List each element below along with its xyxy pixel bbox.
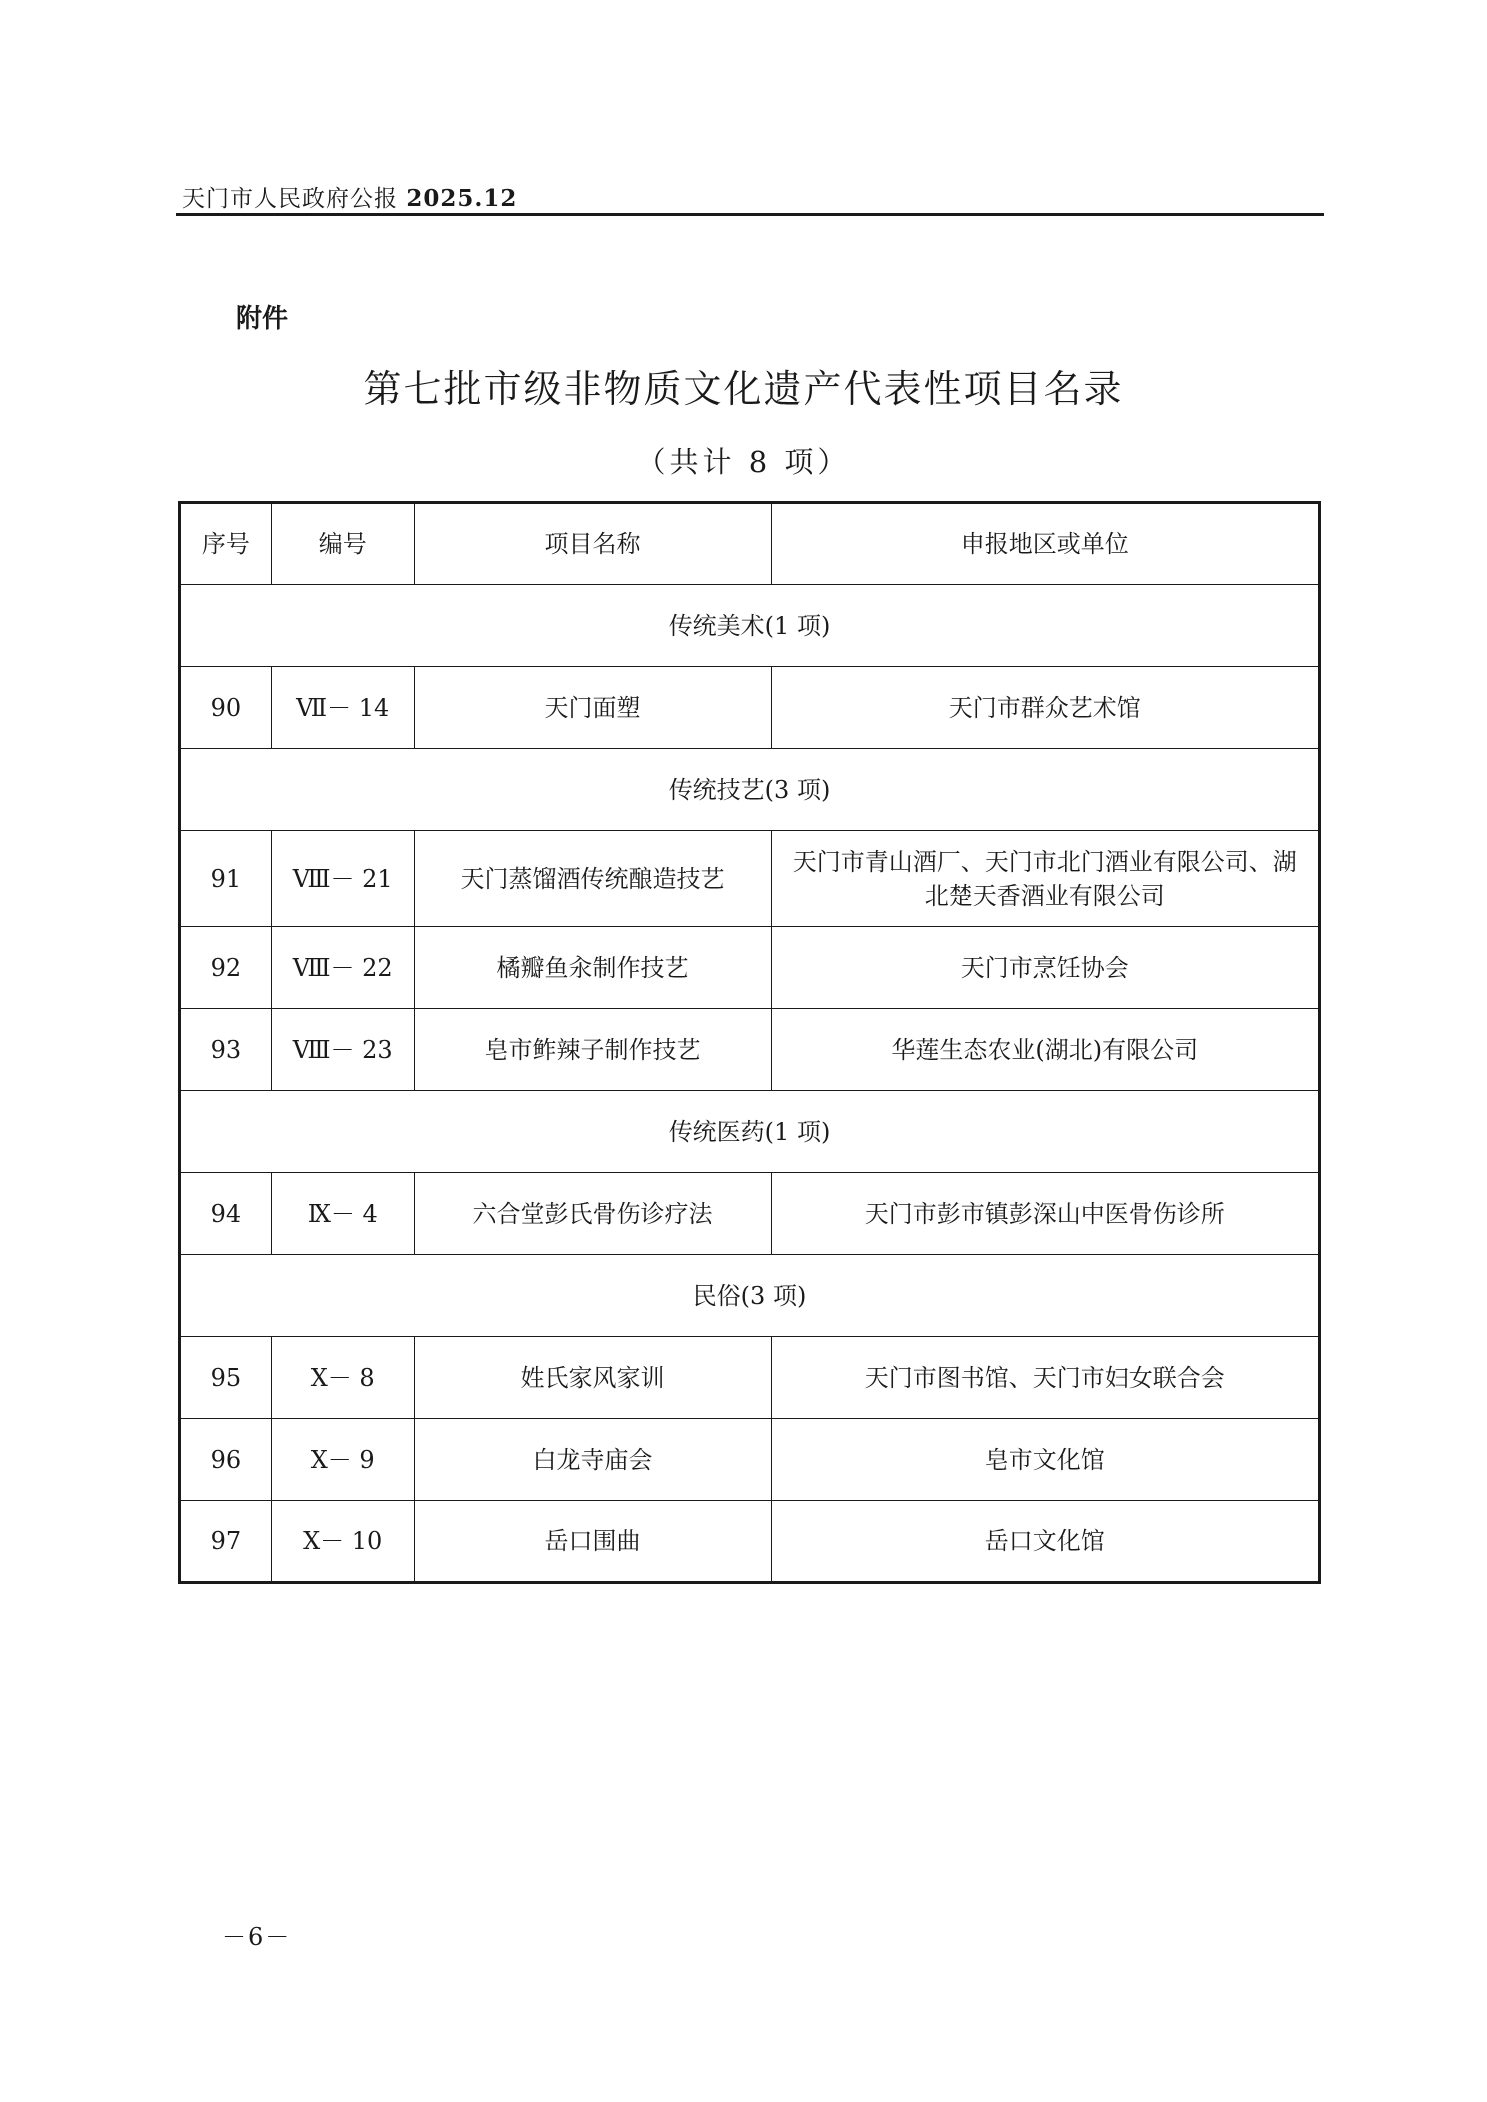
table-row	[180, 1419, 1320, 1501]
category-row	[180, 749, 1320, 831]
table-row	[180, 927, 1320, 1009]
cell-name: 六合堂彭氏骨伤诊疗法	[414, 1173, 771, 1255]
table-body	[180, 503, 1320, 1583]
column-header-unit: 申报地区或单位	[771, 503, 1319, 585]
table-row	[180, 667, 1320, 749]
table-row	[180, 1009, 1320, 1091]
attachment-label: 附件	[236, 304, 289, 334]
cell-code: Ⅹ－ 8	[271, 1337, 414, 1419]
header-text	[182, 180, 517, 213]
cell-seq: 92	[180, 927, 272, 1009]
cell-name: 姓氏家风家训	[414, 1337, 771, 1419]
cell-code: Ⅷ－ 22	[271, 927, 414, 1009]
page-header	[176, 172, 1324, 216]
document-title: 第七批市级非物质文化遗产代表性项目名录	[363, 367, 1124, 411]
category-row	[180, 1255, 1320, 1337]
cell-name: 橘瓣鱼汆制作技艺	[414, 927, 771, 1009]
table-row	[180, 1337, 1320, 1419]
publication-name: 天门市人民政府公报	[182, 186, 398, 212]
table-row	[180, 1501, 1320, 1583]
category-row	[180, 585, 1320, 667]
cell-seq: 94	[180, 1173, 272, 1255]
cell-unit: 岳口文化馆	[771, 1501, 1319, 1583]
column-header-code: 编号	[271, 503, 414, 585]
document-subtitle: （共计 8 项）	[636, 445, 851, 479]
category-label: 传统医药(1 项)	[180, 1091, 1320, 1173]
cell-seq: 96	[180, 1419, 272, 1501]
cell-seq: 91	[180, 831, 272, 927]
table-row	[180, 1173, 1320, 1255]
cell-unit: 天门市烹饪协会	[771, 927, 1319, 1009]
page-number: －6－	[222, 1923, 292, 1951]
cell-name: 天门面塑	[414, 667, 771, 749]
category-row	[180, 1091, 1320, 1173]
table-header-row	[180, 503, 1320, 585]
cell-code: Ⅹ－ 9	[271, 1419, 414, 1501]
cell-seq: 97	[180, 1501, 272, 1583]
cell-unit: 皂市文化馆	[771, 1419, 1319, 1501]
heritage-table	[178, 501, 1321, 1584]
cell-unit: 天门市青山酒厂、天门市北门酒业有限公司、湖北楚天香酒业有限公司	[771, 831, 1319, 927]
cell-seq: 90	[180, 667, 272, 749]
column-header-name: 项目名称	[414, 503, 771, 585]
category-label: 传统美术(1 项)	[180, 585, 1320, 667]
cell-seq: 93	[180, 1009, 272, 1091]
cell-name: 天门蒸馏酒传统酿造技艺	[414, 831, 771, 927]
cell-code: Ⅶ－ 14	[271, 667, 414, 749]
cell-code: Ⅸ－ 4	[271, 1173, 414, 1255]
cell-unit: 华莲生态农业(湖北)有限公司	[771, 1009, 1319, 1091]
cell-code: Ⅷ－ 23	[271, 1009, 414, 1091]
cell-unit: 天门市彭市镇彭深山中医骨伤诊所	[771, 1173, 1319, 1255]
table-row	[180, 831, 1320, 927]
cell-name: 岳口围曲	[414, 1501, 771, 1583]
category-label: 民俗(3 项)	[180, 1255, 1320, 1337]
issue-number: 2025.12	[406, 185, 518, 212]
cell-code: Ⅹ－ 10	[271, 1501, 414, 1583]
cell-unit: 天门市群众艺术馆	[771, 667, 1319, 749]
column-header-seq: 序号	[180, 503, 272, 585]
cell-name: 皂市鲊辣子制作技艺	[414, 1009, 771, 1091]
cell-unit: 天门市图书馆、天门市妇女联合会	[771, 1337, 1319, 1419]
cell-seq: 95	[180, 1337, 272, 1419]
cell-name: 白龙寺庙会	[414, 1419, 771, 1501]
cell-code: Ⅷ－ 21	[271, 831, 414, 927]
category-label: 传统技艺(3 项)	[180, 749, 1320, 831]
